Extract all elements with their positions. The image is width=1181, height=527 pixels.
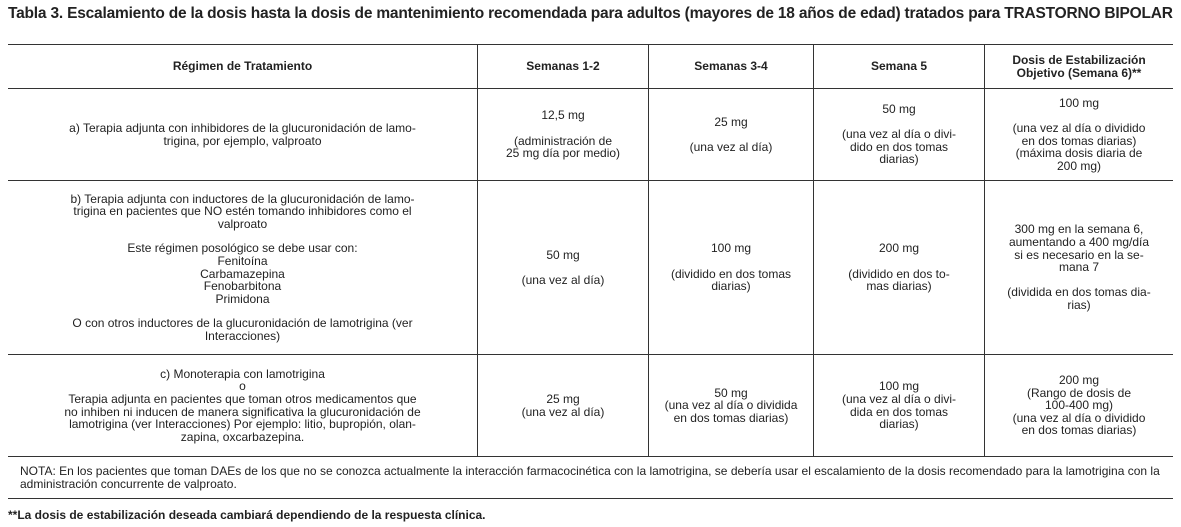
header-week-5: Semana 5: [870, 59, 928, 74]
row-b-weeks-3-4: 100 mg (dividido en dos tomas diarias): [670, 241, 792, 294]
row-a-weeks-3-4: 25 mg (una vez al día): [689, 114, 773, 154]
row-b-regimen-other: O con otros inductores de la glucuronidación de lamotrigina (ver Interacciones): [72, 316, 413, 343]
row-a-week-5: 50 mg (una vez al día o divi- dido en dos tomas diarias): [841, 102, 957, 167]
row-c-week-5: 100 mg (una vez al día o divi- dida en dos tomas diarias): [841, 379, 957, 432]
row-c-bottom-border: [8, 456, 1173, 457]
row-c-regimen: [8, 355, 477, 456]
header-weeks-1-2: Semanas 1-2: [526, 59, 600, 74]
header-weeks-3-4: Semanas 3-4: [694, 59, 768, 74]
row-a-target-dose: 100 mg (una vez al día o dividido en dos tomas diarias) (máxima dosis diaria de 200 mg): [1012, 95, 1146, 173]
row-b-target-dose: 300 mg en la semana 6, aumentando a 400 mg/día si es necesario en la se- mana 7 (dividida en dos tomas dia- rias): [1007, 222, 1151, 312]
row-b-regimen-intro: b) Terapia adjunta con inductores de la glucuronidación de lamo- trigina en pacientes que NO estén tomando inhibidores como el valproato: [70, 191, 415, 231]
table-title: Tabla 3. Escalamiento de la dosis hasta la dosis de mantenimiento recomendada para adultos (mayores de 18 años de edad) tratados para TRASTORNO BIPOLAR: [8, 5, 1173, 22]
row-a-regimen: a) Terapia adjunta con inhibidores de la glucuronidación de lamo- trigina, por ejemplo, valproato: [69, 120, 416, 148]
row-b-week-5: 200 mg (dividido en dos to- mas diarias): [848, 241, 950, 294]
row-b-regimen: [8, 181, 477, 354]
footnote: **La dosis de estabilización deseada cambiará dependiendo de la respuesta clínica.: [8, 508, 486, 522]
table-note: NOTA: En los pacientes que toman DAEs de los que no se conozca actualmente la interacción farmacocinética con la lamotrigina, se debería usar el escalamiento de la dosis recomendado para la lamotrigina con la administración concurrente de valproato.: [20, 464, 1160, 491]
row-c-weeks-1-2: 25 mg (una vez al día): [521, 391, 605, 419]
row-c-weeks-3-4: 50 mg (una vez al día o dividida en dos tomas diarias): [664, 385, 798, 425]
header-target-dose: Dosis de Estabilización Objetivo (Semana 6)**: [1012, 53, 1146, 80]
row-b-regimen-drug-list: Este régimen posológico se debe usar con: Fenitoína Carbamazepina Fenobarbitona Primidona: [127, 241, 358, 306]
row-a-weeks-1-2: 12,5 mg (administración de 25 mg día por medio): [505, 108, 621, 161]
note-bottom-border: [8, 498, 1173, 499]
row-c-regimen-intro: c) Monoterapia con lamotrigina o: [160, 366, 325, 394]
row-c-regimen-detail: Terapia adjunta en pacientes que toman otros medicamentos que no inhiben ni inducen de manera significativa la glucuronidación de lamotrigina (ver Interacciones) Por ejemplo: litio, bupropión, olan- zapina, oxcarbazepina.: [64, 391, 421, 444]
row-c-target-dose: 200 mg (Rango de dosis de 100-400 mg) (una vez al día o dividido en dos tomas diarias): [1012, 373, 1146, 438]
header-regimen: Régimen de Tratamiento: [172, 59, 313, 74]
row-b-weeks-1-2: 50 mg (una vez al día): [521, 247, 605, 287]
